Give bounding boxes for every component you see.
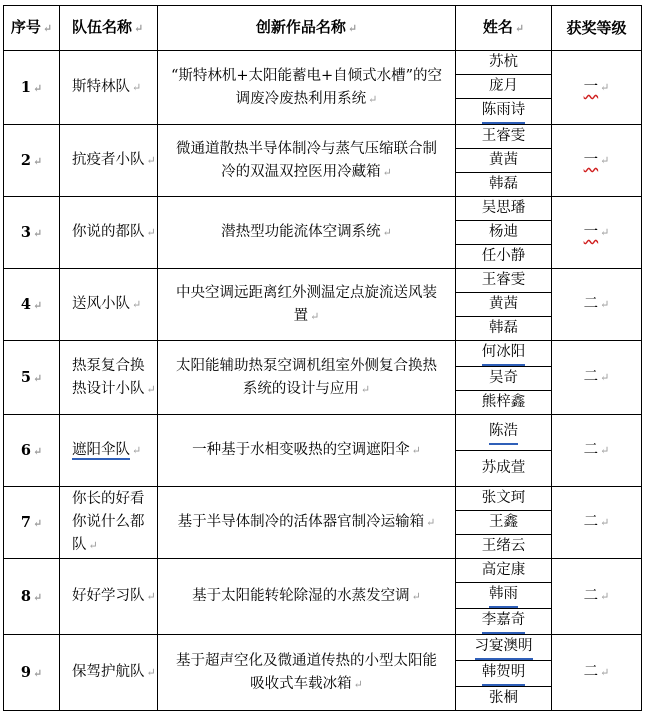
member-names	[456, 125, 552, 197]
row-seq	[4, 125, 60, 197]
paragraph-mark: ↵	[368, 92, 378, 106]
paragraph-mark: ↵	[32, 154, 43, 168]
team-name	[60, 487, 158, 559]
seq-number: 5	[20, 368, 31, 386]
work-name-text: 微通道散热半导体制冷与蒸气压缩联合制冷的双温双控医用冷藏箱	[176, 140, 437, 180]
award-level	[552, 635, 642, 711]
header-member-names: 姓名 ↵	[456, 6, 552, 51]
member-name	[456, 341, 551, 366]
member-name	[456, 450, 551, 486]
team-name	[60, 197, 158, 269]
member-name-text: 韩贺明	[482, 661, 526, 686]
member-name-text: 韩雨	[489, 583, 518, 608]
paragraph-mark: ↵	[146, 226, 156, 239]
member-names	[456, 415, 552, 487]
paragraph-mark: ↵	[600, 154, 610, 167]
member-name-text: 黄茜	[489, 152, 518, 168]
member-names	[456, 487, 552, 559]
row-seq	[4, 269, 60, 341]
paragraph-mark: ↵	[600, 371, 610, 384]
seq-number: 6	[20, 441, 31, 459]
member-name	[456, 582, 551, 608]
member-name-text: 陈浩	[489, 420, 518, 445]
member-name	[456, 487, 551, 510]
award-level-text: 二	[583, 664, 599, 680]
work-name-text: 太阳能辅助热泵空调机组室外侧复合换热系统的设计与应用	[176, 357, 437, 397]
paragraph-mark: ↵	[32, 226, 43, 240]
member-name-text: 韩磊	[489, 176, 518, 192]
table-row	[4, 125, 642, 197]
seq-number: 4	[20, 295, 31, 313]
award-level	[552, 487, 642, 559]
work-name-text: 潜热型功能流体空调系统	[221, 224, 381, 240]
work-name	[158, 635, 456, 711]
table-row	[4, 51, 642, 125]
member-names	[456, 559, 552, 635]
team-name	[60, 559, 158, 635]
award-level-text: 一	[583, 79, 599, 95]
member-list	[456, 487, 551, 558]
paragraph-mark: ↵	[382, 226, 392, 239]
seq-number: 1	[20, 78, 31, 96]
member-name-text: 王绪云	[481, 538, 526, 554]
award-level-text: 一	[583, 152, 599, 168]
work-name-text: 中央空调远距离红外测温定点旋流送风装置	[176, 284, 437, 324]
work-name	[158, 269, 456, 341]
team-name	[60, 341, 158, 415]
member-list	[456, 51, 551, 124]
paragraph-mark: ↵	[146, 590, 156, 603]
team-name-text: 热泵复合换热设计小队	[72, 357, 145, 397]
member-name	[456, 220, 551, 244]
work-name	[158, 341, 456, 415]
member-name	[456, 316, 551, 340]
member-list	[456, 125, 551, 196]
member-name-text: 习宴澳明	[475, 635, 533, 660]
team-name-text: 你说的都队	[72, 224, 145, 240]
award-level	[552, 269, 642, 341]
member-name-text: 王鑫	[489, 514, 518, 530]
seq-number: 8	[20, 587, 31, 605]
member-name-text: 王睿雯	[481, 272, 526, 288]
member-list	[456, 415, 551, 486]
member-name	[456, 534, 551, 558]
work-name-text: “斯特林机+太阳能蓄电+自倾式水槽”的空调废冷废热利用系统	[170, 67, 443, 107]
award-level	[552, 415, 642, 487]
table-row	[4, 559, 642, 635]
member-name	[456, 292, 551, 316]
work-name-text: 一种基于水相变吸热的空调遮阳伞	[192, 442, 410, 458]
paragraph-mark: ↵	[600, 590, 610, 603]
table-row	[4, 269, 642, 341]
paragraph-mark: ↵	[382, 165, 392, 179]
row-seq	[4, 341, 60, 415]
award-level-text: 二	[583, 514, 599, 530]
member-name-text: 吴奇	[489, 370, 518, 386]
team-name	[60, 269, 158, 341]
header-award-level: 获奖等级	[552, 6, 642, 51]
paragraph-mark: ↵	[600, 666, 610, 679]
row-seq	[4, 635, 60, 711]
row-seq	[4, 559, 60, 635]
paragraph-mark: ↵	[32, 371, 43, 385]
member-list	[456, 635, 551, 710]
team-name-text: 你长的好看你说什么都队	[72, 491, 145, 553]
work-name-text: 基于半导体制冷的活体器官制冷运输箱	[177, 514, 425, 530]
member-list	[456, 559, 551, 634]
member-name-text: 陈雨诗	[482, 99, 526, 124]
team-name	[60, 51, 158, 125]
paragraph-mark: ↵	[32, 590, 43, 604]
paragraph-mark: ↵	[132, 444, 142, 457]
paragraph-mark: ↵	[132, 298, 142, 311]
paragraph-mark: ↵	[146, 154, 156, 167]
work-name	[158, 51, 456, 125]
award-level	[552, 125, 642, 197]
member-name-text: 庞月	[489, 78, 518, 94]
paragraph-mark: ↵	[411, 590, 421, 603]
member-name-text: 张文珂	[481, 490, 526, 506]
member-names	[456, 51, 552, 125]
member-name-text: 李嘉奇	[482, 609, 526, 634]
award-level-text: 二	[583, 588, 599, 604]
paragraph-mark: ↵	[32, 666, 43, 680]
member-name	[456, 74, 551, 98]
paragraph-mark: ↵	[600, 444, 610, 457]
member-name	[456, 51, 551, 74]
paragraph-mark: ↵	[600, 81, 610, 94]
member-name	[456, 415, 551, 450]
member-name	[456, 635, 551, 660]
award-level	[552, 197, 642, 269]
award-level	[552, 559, 642, 635]
paragraph-mark: ↵	[353, 677, 363, 691]
work-name	[158, 487, 456, 559]
header-row	[4, 6, 642, 51]
paragraph-mark: ↵	[32, 444, 43, 458]
paragraph-mark: ↵	[360, 382, 371, 396]
paragraph-mark: ↵	[32, 298, 43, 312]
paragraph-mark: ↵	[600, 516, 610, 529]
member-name-text: 任小静	[481, 248, 526, 264]
member-name-text: 韩磊	[489, 320, 518, 336]
paragraph-mark: ↵	[426, 516, 436, 529]
work-name-text: 基于太阳能转轮除湿的水蒸发空调	[192, 588, 410, 604]
member-names	[456, 341, 552, 415]
member-name-text: 苏成萱	[481, 460, 526, 476]
table-row	[4, 341, 642, 415]
member-name-text: 何冰阳	[482, 341, 526, 366]
paragraph-mark: ↵	[32, 516, 43, 530]
member-name	[456, 148, 551, 172]
team-name	[60, 125, 158, 197]
member-name-text: 王睿雯	[481, 128, 526, 144]
work-name	[158, 125, 456, 197]
team-name-text: 抗疫者小队	[72, 152, 145, 168]
award-level	[552, 51, 642, 125]
award-level-text: 一	[583, 224, 599, 240]
member-names	[456, 635, 552, 711]
row-seq	[4, 51, 60, 125]
paragraph-mark: ↵	[146, 666, 156, 679]
paragraph-mark: ↵	[411, 444, 421, 457]
paragraph-mark: ↵	[88, 539, 98, 552]
award-level	[552, 341, 642, 415]
team-name-text: 遮阳伞队	[72, 442, 130, 458]
paragraph-mark: ↵	[146, 382, 156, 396]
award-level-text: 二	[583, 369, 599, 385]
award-level-text: 二	[583, 296, 599, 312]
member-name	[456, 559, 551, 582]
seq-number: 2	[20, 151, 31, 169]
row-seq	[4, 197, 60, 269]
member-names	[456, 197, 552, 269]
seq-number: 7	[20, 513, 31, 531]
member-name-text: 杨迪	[489, 224, 518, 240]
row-seq	[4, 487, 60, 559]
member-name	[456, 366, 551, 390]
member-name-text: 张桐	[489, 690, 518, 706]
header-work-name: 创新作品名称 ↵	[158, 6, 456, 51]
seq-number: 9	[20, 663, 31, 681]
header-seq: 序号 ↵	[4, 6, 60, 51]
team-name-text: 斯特林队	[72, 79, 130, 95]
team-name-text: 保驾护航队	[72, 664, 145, 680]
table-row	[4, 197, 642, 269]
member-name	[456, 686, 551, 710]
member-name	[456, 125, 551, 148]
member-name	[456, 197, 551, 220]
awards-table	[3, 5, 642, 711]
row-seq	[4, 415, 60, 487]
work-name-text: 基于超声空化及微通道传热的小型太阳能吸收式车载冰箱	[176, 652, 437, 692]
member-names	[456, 269, 552, 341]
member-name	[456, 98, 551, 124]
paragraph-mark: ↵	[600, 298, 610, 311]
member-name	[456, 510, 551, 534]
member-name-text: 熊梓鑫	[481, 394, 526, 410]
member-name	[456, 390, 551, 414]
member-name	[456, 608, 551, 634]
team-name-text: 好好学习队	[72, 588, 145, 604]
table-row	[4, 487, 642, 559]
paragraph-mark: ↵	[600, 226, 610, 239]
paragraph-mark: ↵	[32, 81, 43, 95]
member-name-text: 黄茜	[489, 296, 518, 312]
member-name-text: 苏杭	[489, 54, 518, 70]
team-name-text: 送风小队	[72, 296, 130, 312]
work-name	[158, 415, 456, 487]
award-level-text: 二	[583, 442, 599, 458]
header-team-name: 队伍名称 ↵	[60, 6, 158, 51]
member-list	[456, 197, 551, 268]
member-name	[456, 660, 551, 686]
paragraph-mark: ↵	[132, 81, 142, 94]
member-name	[456, 172, 551, 196]
member-list	[456, 341, 551, 414]
member-list	[456, 269, 551, 340]
team-name	[60, 415, 158, 487]
member-name	[456, 269, 551, 292]
work-name	[158, 197, 456, 269]
table-row	[4, 415, 642, 487]
team-name	[60, 635, 158, 711]
table-row	[4, 635, 642, 711]
work-name	[158, 559, 456, 635]
member-name	[456, 244, 551, 268]
member-name-text: 吴思璠	[481, 200, 526, 216]
paragraph-mark: ↵	[310, 309, 320, 323]
seq-number: 3	[20, 223, 31, 241]
member-name-text: 高定康	[481, 562, 526, 578]
